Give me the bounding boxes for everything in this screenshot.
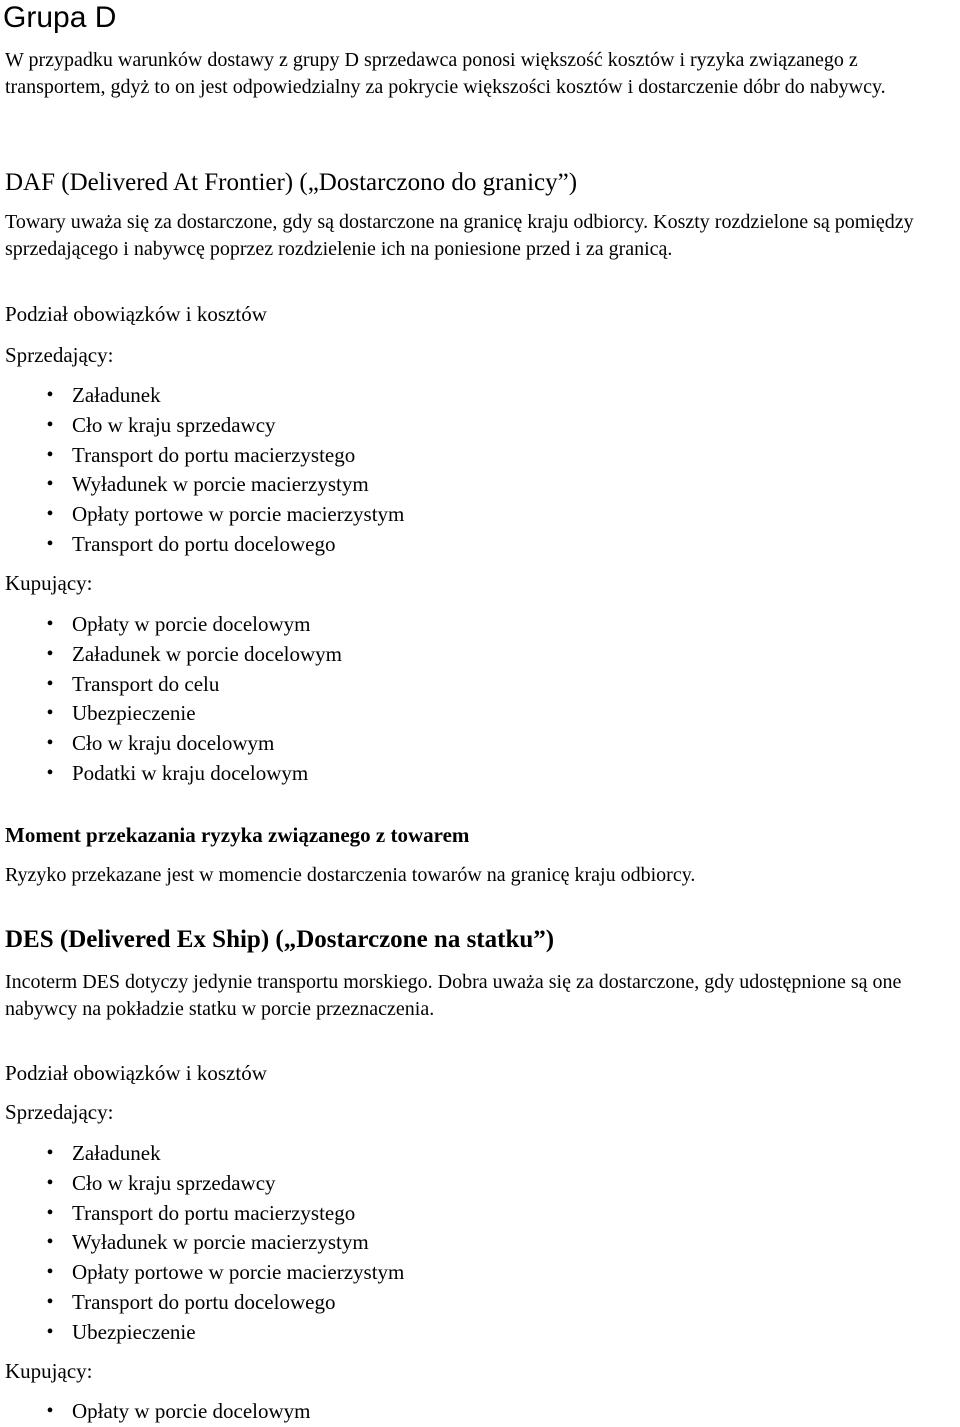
des-buyer-list — [0, 1397, 311, 1427]
daf-description: Towary uważa się za dostarczone, gdy są dostarczone na granicę kraju odbiorcy. Koszty rozdzielone są pomiędzy sprzedającego i nabywcę poprzez rozdzielenie ich na poniesione przed i za granicą. — [5, 211, 914, 260]
bullet-icon: • — [46, 642, 54, 665]
des-seller-list — [0, 1139, 404, 1348]
list-item: • Opłaty portowe w porcie macierzystym — [0, 1258, 404, 1288]
bullet-icon: • — [46, 443, 54, 466]
bullet-icon: • — [46, 702, 54, 725]
list-item: • Transport do portu macierzystego — [0, 1199, 404, 1229]
bullet-icon: • — [46, 1231, 54, 1254]
bullet-icon: • — [46, 1171, 54, 1194]
daf-seller-list — [0, 381, 404, 560]
bullet-icon: • — [46, 1142, 54, 1164]
bullet-icon: • — [46, 732, 54, 755]
list-item: • Cło w kraju docelowym — [0, 729, 342, 759]
des-seller-label: Sprzedający: — [5, 1100, 114, 1124]
bullet-icon: • — [46, 532, 54, 555]
list-item: • Transport do portu docelowego — [0, 1288, 404, 1318]
list-item: • Opłaty portowe w porcie macierzystym — [0, 500, 404, 530]
bullet-icon: • — [46, 761, 54, 784]
des-description: Incoterm DES dotyczy jedynie transportu morskiego. Dobra uważa się za dostarczone, gdy udostępnione są one nabywcy na pokładzie statku w porcie przeznaczenia. — [5, 971, 902, 1020]
des-buyer-label: Kupujący: — [5, 1359, 93, 1383]
bullet-icon: • — [46, 1320, 54, 1343]
list-item: • Załadunek — [0, 381, 404, 411]
bullet-icon: • — [46, 613, 54, 635]
daf-division-title: Podział obowiązków i kosztów — [5, 302, 267, 326]
bullet-icon: • — [46, 1290, 54, 1313]
list-item: • Załadunek w porcie docelowym — [0, 640, 342, 670]
bullet-icon: • — [46, 1261, 54, 1284]
list-item: • Podatki w kraju docelowym — [0, 759, 342, 789]
bullet-icon: • — [46, 1400, 54, 1422]
bullet-icon: • — [46, 384, 54, 406]
list-item: • Załadunek — [0, 1139, 404, 1169]
list-item: • Ubezpieczenie — [0, 699, 342, 729]
page-title: Grupa D — [3, 1, 117, 34]
daf-risk-title: Moment przekazania ryzyka związanego z towarem — [5, 823, 470, 847]
list-item: • Ubezpieczenie — [0, 1318, 404, 1348]
list-item: • Transport do portu macierzystego — [0, 441, 404, 471]
daf-heading: DAF (Delivered At Frontier) („Dostarczono do granicy”) — [5, 169, 578, 196]
list-item: • Wyładunek w porcie macierzystym — [0, 1228, 404, 1258]
list-item: • Wyładunek w porcie macierzystym — [0, 470, 404, 500]
daf-buyer-label: Kupujący: — [5, 571, 93, 595]
list-item: • Transport do portu docelowego — [0, 530, 404, 560]
intro-paragraph: W przypadku warunków dostawy z grupy D sprzedawca ponosi większość kosztów i ryzyka związanego z transportem, gdyż to on jest odpowiedzialny za pokrycie większości kosztów i dostarczenie dóbr do nabywcy. — [5, 49, 886, 98]
bullet-icon: • — [46, 473, 54, 496]
list-item: • Cło w kraju sprzedawcy — [0, 411, 404, 441]
list-item: • Cło w kraju sprzedawcy — [0, 1169, 404, 1199]
list-item: • Opłaty w porcie docelowym — [0, 610, 342, 640]
daf-buyer-list — [0, 610, 342, 789]
list-item: • Transport do celu — [0, 670, 342, 700]
bullet-icon: • — [46, 672, 54, 695]
daf-seller-label: Sprzedający: — [5, 343, 114, 367]
daf-risk-text: Ryzyko przekazane jest w momencie dostarczenia towarów na granicę kraju odbiorcy. — [5, 864, 696, 886]
des-division-title: Podział obowiązków i kosztów — [5, 1061, 267, 1085]
bullet-icon: • — [46, 413, 54, 436]
bullet-icon: • — [46, 1201, 54, 1224]
bullet-icon: • — [46, 503, 54, 526]
list-item: • Opłaty w porcie docelowym — [0, 1397, 311, 1427]
des-heading: DES (Delivered Ex Ship) („Dostarczone na statku”) — [5, 926, 555, 953]
